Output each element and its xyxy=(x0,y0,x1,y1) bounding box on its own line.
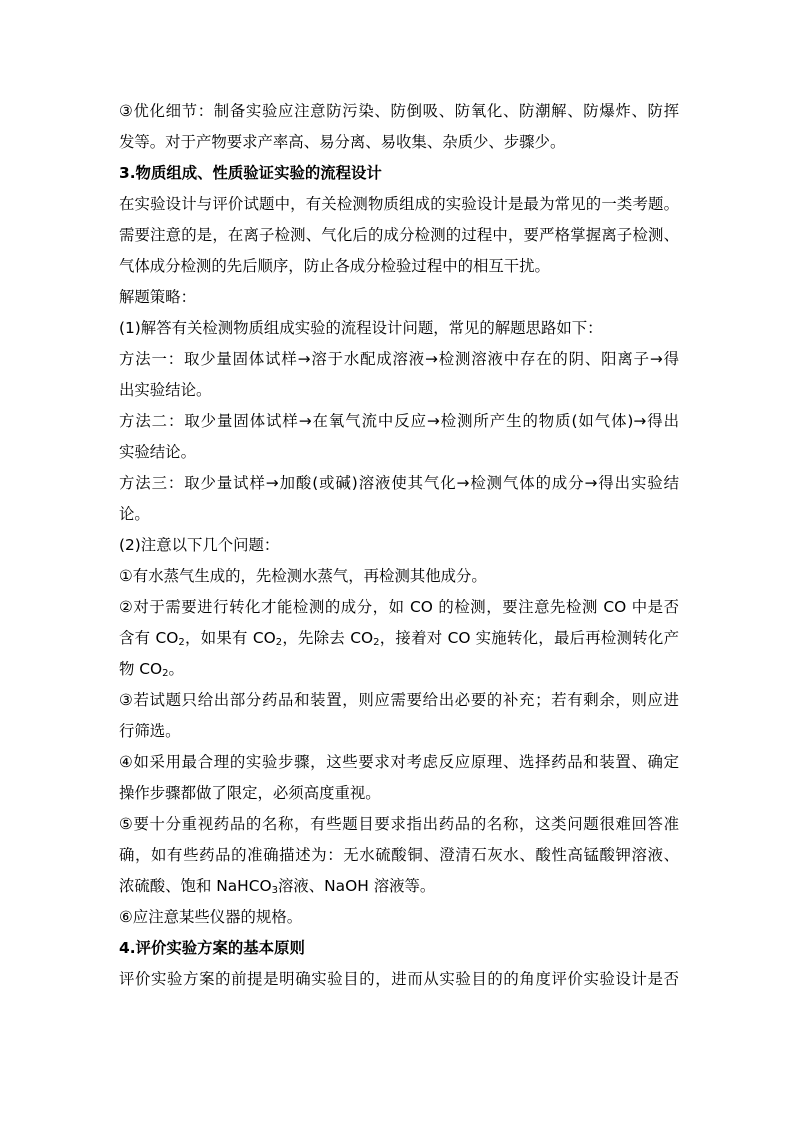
note-5-line: ⑤要十分重视药品的名称，有些题目要求指出药品的名称，这类问题很难回答准 xyxy=(119,815,679,833)
note-2-text: ，接着对 CO 实施转化，最后再检测转化产 xyxy=(379,629,679,647)
paragraph-line: 评价实验方案的前提是明确实验目的，进而从实验目的的角度评价实验设计是否 xyxy=(119,970,679,988)
method-one-line: 方法一：取少量固体试样→溶于水配成溶液→检测溶液中存在的阴、阳离子→得 xyxy=(119,350,679,368)
note-2-text: ，先除去 CO xyxy=(282,629,374,647)
document-page xyxy=(119,96,679,995)
subscript: 2 xyxy=(162,668,169,679)
note-2-text: 。 xyxy=(168,660,184,678)
subscript: 2 xyxy=(178,637,185,648)
strategy-point-2: (2)注意以下几个问题： xyxy=(119,536,280,554)
paragraph-line: 气体成分检测的先后顺序，防止各成分检验过程中的相互干扰。 xyxy=(119,257,550,275)
method-two-line: 方法二：取少量固体试样→在氧气流中反应→检测所产生的物质(如气体)→得出 xyxy=(119,412,679,430)
note-2-line xyxy=(119,654,679,685)
method-three-line: 论。 xyxy=(119,505,150,523)
note-3-line: ③若试题只给出部分药品和装置，则应需要给出必要的补充；若有剩余，则应进 xyxy=(119,691,679,709)
note-6: ⑥应注意某些仪器的规格。 xyxy=(119,908,303,926)
note-2-line: ②对于需要进行转化才能检测的成分，如 CO 的检测，要注意先检测 CO 中是否 xyxy=(119,598,679,616)
subscript: 2 xyxy=(373,637,380,648)
note-5-text: 浓硫酸、饱和 NaHCO xyxy=(119,877,272,895)
note-3-line: 行筛选。 xyxy=(119,722,181,740)
section-heading-4: 4.评价实验方案的基本原则 xyxy=(119,939,305,957)
strategy-point-1: (1)解答有关检测物质组成实验的流程设计问题，常见的解题思路如下： xyxy=(119,319,603,337)
paragraph-line: 在实验设计与评价试题中，有关检测物质组成的实验设计是最为常见的一类考题。 xyxy=(119,195,679,213)
method-three-line: 方法三：取少量试样→加酸(或碱)溶液使其气化→检测气体的成分→得出实验结 xyxy=(119,474,679,492)
paragraph-line: 发等。对于产物要求产率高、易分离、易收集、杂质少、步骤少。 xyxy=(119,133,566,151)
method-two-line: 实验结论。 xyxy=(119,443,196,461)
paragraph-line: ③优化细节：制备实验应注意防污染、防倒吸、防氧化、防潮解、防爆炸、防挥 xyxy=(119,102,679,120)
section-heading-3: 3.物质组成、性质验证实验的流程设计 xyxy=(119,164,382,182)
note-4-line: 操作步骤都做了限定，必须高度重视。 xyxy=(119,784,381,802)
note-5-line xyxy=(119,871,679,902)
subscript: 2 xyxy=(275,637,283,648)
note-4-line: ④如采用最合理的实验步骤，这些要求对考虑反应原理、选择药品和装置、确定 xyxy=(119,753,679,771)
note-1: ①有水蒸气生成的，先检测水蒸气，再检测其他成分。 xyxy=(119,567,487,585)
method-one-line: 出实验结论。 xyxy=(119,381,212,399)
note-5-text: 溶液、NaOH 溶液等。 xyxy=(278,877,436,895)
note-2-line xyxy=(119,623,679,654)
paragraph-line: 需要注意的是，在离子检测、气化后的成分检测的过程中，要严格掌握离子检测、 xyxy=(119,226,679,244)
strategy-label: 解题策略： xyxy=(119,288,196,306)
note-2-text: 含有 CO xyxy=(119,629,179,647)
note-2-text: ，如果有 CO xyxy=(184,629,276,647)
note-2-text: 物 CO xyxy=(119,660,163,678)
subscript: 3 xyxy=(271,885,278,896)
note-5-line: 确，如有些药品的准确描述为：无水硫酸铜、澄清石灰水、酸性高锰酸钾溶液、 xyxy=(119,846,679,864)
